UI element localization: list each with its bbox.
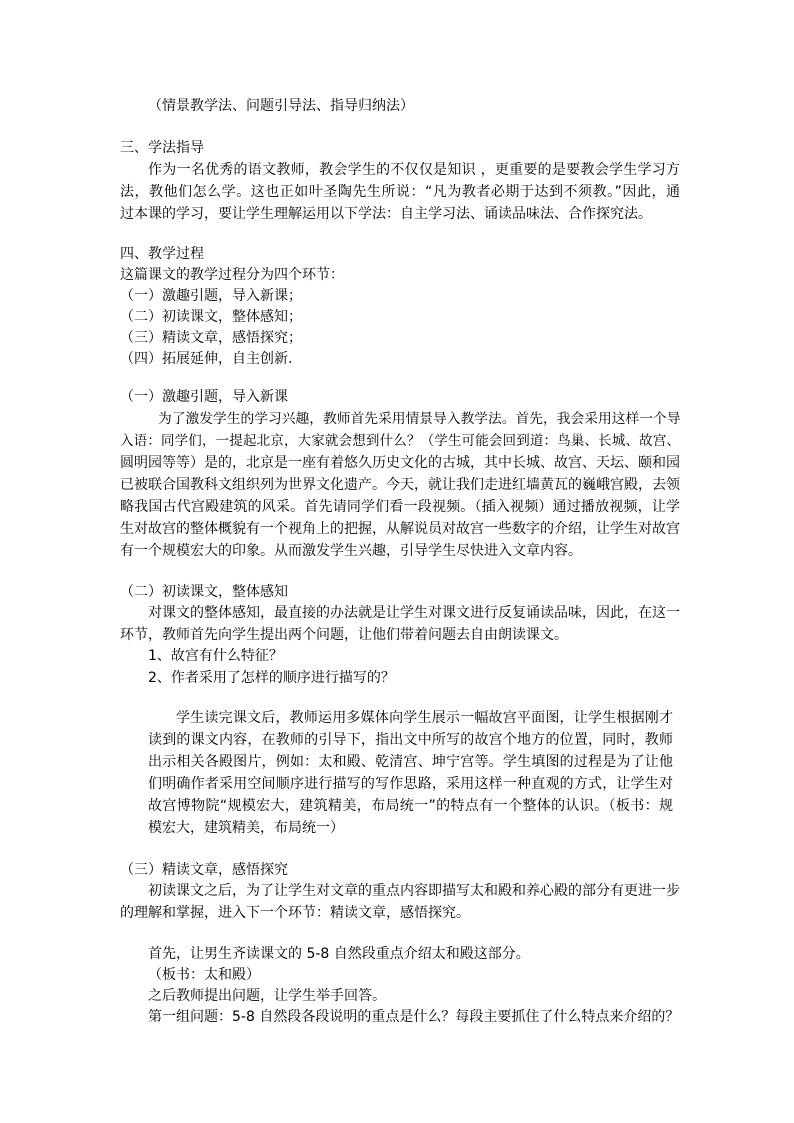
part-1-heading: （一）激趣引题，导入新课	[120, 389, 288, 405]
part-2-paragraph-line: 环节，教师首先向学生提出两个问题，让他们带着问题去自由朗读课文。	[120, 627, 568, 643]
section-4-intro: 这篇课文的教学过程分为四个环节：	[120, 267, 344, 283]
part-2-paragraph-line: 模宏大，建筑精美，布局统一）	[148, 820, 344, 836]
part-1-paragraph-line: 略我国古代宫殿建筑的风采。首先请同学们看一段视频。（插入视频）通过播放视频，让学	[120, 499, 680, 515]
question-item: 2、作者采用了怎样的顺序进行描写的？	[148, 670, 395, 686]
section-3-heading: 三、学法指导	[120, 140, 204, 156]
step-item: （二）初读课文，整体感知；	[120, 309, 302, 325]
part-1-paragraph-line: 圆明园等等）是的，北京是一座有着悠久历史文化的古城，其中长城、故宫、天坛、颐和园	[120, 455, 680, 471]
part-1-paragraph-line: 入语：同学们，一提起北京，大家就会想到什么？（学生可能会回到道：鸟巢、长城、故宫、	[120, 433, 680, 449]
part-2-paragraph-line: 故宫博物院“规模宏大，建筑精美，布局统一”的特点有一个整体的认识。（板书：规	[148, 798, 673, 814]
part-2-paragraph-line: 读到的课文内容，在教师的引导下，指出文中所写的故宫个地方的位置，同时，教师	[148, 732, 673, 748]
question-item: 1、故宫有什么特征？	[148, 648, 283, 664]
part-1-paragraph-line: 为了激发学生的学习兴趣，教师首先采用情景导入教学法。首先，我会采用这样一个导	[158, 411, 681, 427]
board-note: （板书：太和殿）	[148, 967, 260, 983]
part-3-paragraph-line: 之后教师提出问题，让学生举手回答。	[148, 988, 386, 1004]
part-3-paragraph-line: 初读课文之后，为了让学生对文章的重点内容即描写太和殿和养心殿的部分有更进一步	[148, 883, 680, 899]
step-item: （一）激趣引题，导入新课；	[120, 288, 302, 304]
part-2-heading: （二）初读课文，整体感知	[120, 584, 288, 600]
part-2-paragraph-line: 们明确作者采用空间顺序进行描写的写作思路，采用这样一种直观的方式，让学生对	[148, 776, 673, 792]
part-3-heading: （三）精读文章，感悟探究	[120, 862, 288, 878]
teaching-methods-note: （情景教学法、问题引导法、指导归纳法）	[148, 98, 414, 114]
part-2-paragraph-line: 出示相关各殿图片，例如：太和殿、乾清宫、坤宁宫等。学生填图的过程是为了让他	[148, 754, 673, 770]
part-1-paragraph-line: 生对故宫的整体概貌有一个视角上的把握，从解说员对故宫一些数字的介绍，让学生对故宫	[120, 521, 680, 537]
part-3-paragraph-line: 首先，让男生齐读课文的 5-8 自然段重点介绍太和殿这部分。	[148, 946, 530, 962]
part-3-paragraph-line: 的理解和掌握，进入下一个环节：精读文章，感悟探究。	[120, 905, 470, 921]
part-1-paragraph-line: 有一个规模宏大的印象。从而激发学生兴趣，引导学生尽快进入文章内容。	[120, 543, 582, 559]
part-2-paragraph-line: 对课文的整体感知，最直接的办法就是让学生对课文进行反复诵读品味，因此，在这一	[148, 605, 680, 621]
section-3-paragraph-line: 过本课的学习，要让学生理解运用以下学法：自主学习法、诵读品味法、合作探究法。	[120, 206, 652, 222]
step-item: （三）精读文章，感悟探究；	[120, 330, 302, 346]
question-group-1: 第一组问题：5-8 自然段各段说明的重点是什么？每段主要抓住了什么特点来介绍的？	[148, 1009, 680, 1025]
section-3-paragraph-line: 法，教他们怎么学。这也正如叶圣陶先生所说：“凡为教者必期于达到不须教。”因此，通	[120, 184, 680, 200]
step-item: （四）拓展延伸，自主创新.	[120, 351, 293, 367]
section-4-heading: 四、教学过程	[120, 246, 204, 262]
part-1-paragraph-line: 已被联合国教科文组织列为世界文化遗产。今天，就让我们走进红墙黄瓦的巍峨宫殿，去领	[120, 477, 680, 493]
section-3-paragraph-line: 作为一名优秀的语文教师，教会学生的不仅仅是知识 ，更重要的是要教会学生学习方	[148, 162, 680, 178]
part-2-paragraph-line: 学生读完课文后，教师运用多媒体向学生展示一幅故宫平面图，让学生根据刚才	[176, 710, 673, 726]
